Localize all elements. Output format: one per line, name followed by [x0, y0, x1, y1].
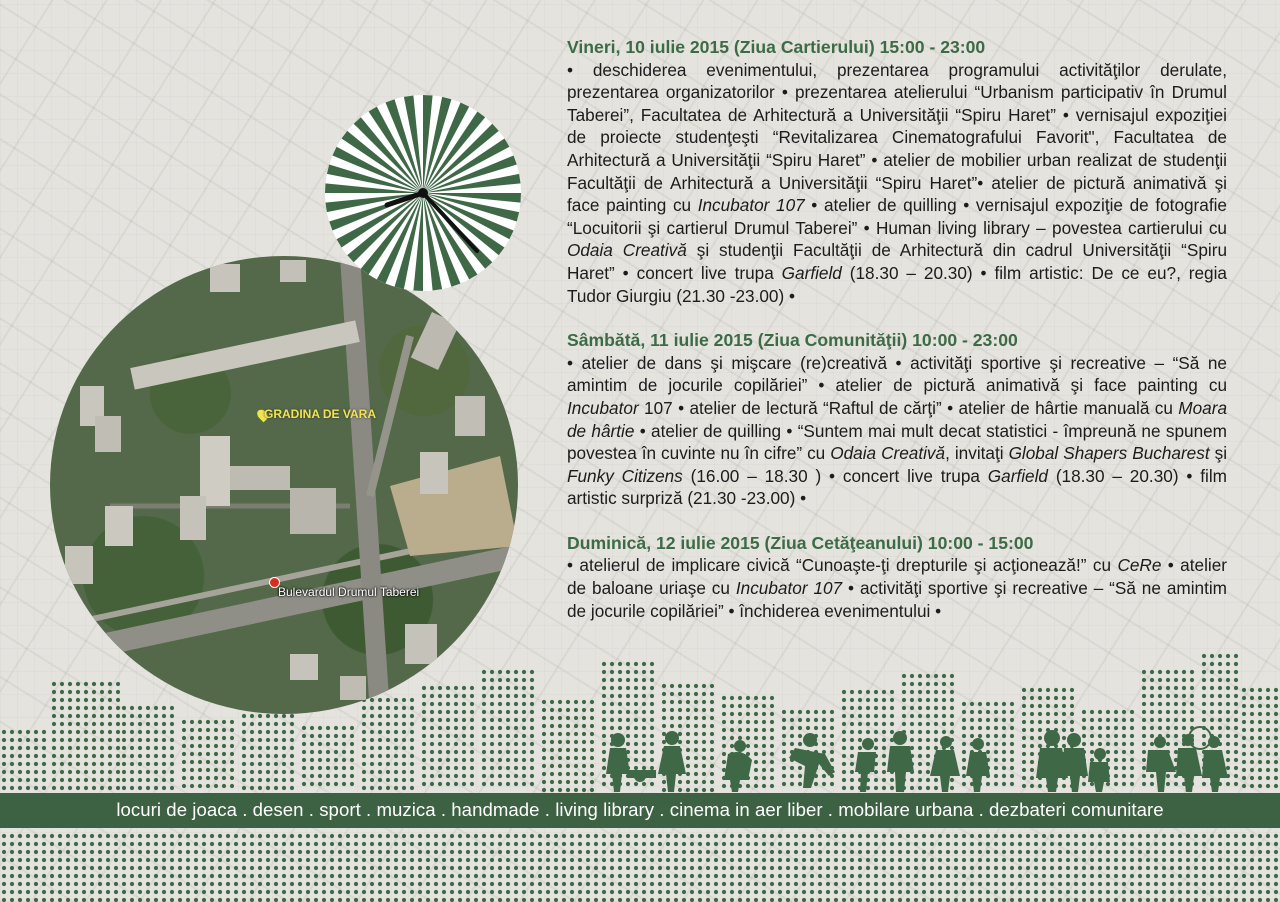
day-date: Duminică, 12 iulie 2015 (Ziua Cetăţeanului) [567, 532, 923, 553]
children-silhouettes [600, 726, 1240, 794]
activity-emphasis: Garfield [987, 465, 1048, 486]
day-hours: 10:00 - 15:00 [927, 532, 1034, 553]
day-activities [567, 554, 1227, 622]
activity-text: • atelierul de implicare civică “Cunoaşte-ţi drepturile şi acţionează!” cu [567, 555, 1118, 576]
activity-text: • deschiderea evenimentului, prezentarea programului activităţilor derulate, prezentarea organizatorilor • prezentarea atelierului “Urbanism participativ în Drumul Taberei”, Facultatea de Arhitectură a Universităţii “Spiru Haret” • vernisajul expoziţiei de proiecte studenţeşti “Revitalizarea Cinematografului Favorit", Facultatea de Arhitectură a Universităţii “Spiru Haret” • atelier de mobilier urban realizat de studenţii Facultăţii de Arhitectură a Universităţii “Spiru Haret”• atelier de pictură animativă şi face painting cu [567, 59, 1227, 216]
activity-text: • atelier de quilling • “Suntem mai mult decat statistici - împreună ne spunem povestea în cuvinte nu în cifre” cu [567, 420, 1228, 464]
activity-text: şi [1209, 443, 1228, 464]
day-activities [567, 352, 1227, 510]
day-sunday [567, 532, 1227, 622]
activity-text: (18.30 – 20.30) • film artistic surpriză (21.30 -23.00) • [567, 465, 1227, 509]
activity-text: • atelier de dans şi mişcare (re)creativă • activităţi sportive şi recreative – “Să ne amintim de jocurile copilăriei” • atelier de pictură animativă şi face painting cu [567, 352, 1227, 396]
day-hours: 10:00 - 23:00 [912, 330, 1018, 351]
day-saturday [567, 329, 1227, 510]
satellite-map [50, 256, 518, 714]
activity-emphasis: Incubator [567, 397, 639, 418]
day-heading [567, 36, 1227, 59]
activity-emphasis: Odaia Creativă [830, 443, 946, 464]
activity-emphasis: Incubator 107 [735, 578, 843, 599]
place-label: GRADINA DE VARA [264, 407, 377, 421]
day-date: Vineri, 10 iulie 2015 (Ziua Cartierului) [567, 37, 875, 57]
activity-text: • atelier de quilling • vernisajul expoziţie de fotografie “Locuitorii şi cartierul Drumul Taberei” • Human living library – povestea cartierului cu [567, 195, 1227, 238]
activity-text: • atelier de baloane uriaşe cu [567, 555, 1227, 599]
activity-text: şi studenţii Facultăţii de Arhitectură din cadrul Universităţii “Spiru Haret” • concert live trupa [567, 240, 1227, 283]
footer-band [0, 793, 1280, 828]
activity-emphasis: Incubator 107 [697, 195, 805, 216]
day-heading [567, 532, 1227, 555]
activity-emphasis: Garfield [781, 262, 842, 283]
activity-emphasis: Global Shapers Bucharest [1008, 443, 1210, 464]
activity-emphasis: Funky Citizens [567, 465, 683, 486]
schedule [567, 36, 1227, 644]
street-label: Bulevardul Drumul Taberei [278, 585, 420, 599]
activity-text: (18.30 – 20.30) • film artistic: De ce eu?, regia Tudor Giurgiu (21.30 -23.00) • [567, 262, 1227, 306]
day-heading [567, 329, 1227, 352]
day-date: Sâmbătă, 11 iulie 2015 (Ziua Comunităţii) [567, 330, 908, 351]
activity-text: • activităţi sportive şi recreative – “Să ne amintim de jocurile copilăriei” • închiderea evenimentului • [567, 578, 1227, 621]
activity-emphasis: CeRe [1117, 555, 1162, 576]
clock-icon [324, 94, 522, 292]
activity-text: 107 • atelier de lectură “Raftul de cărţi” • atelier de hârtie manuală cu [638, 397, 1179, 418]
day-friday [567, 36, 1227, 307]
footer-tagline: locuri de joaca . desen . sport . muzica . handmade . living library . cinema in aer liber . mobilare urbana . dezbateri comunitare [116, 799, 1164, 820]
activity-emphasis: Moara de hârtie [567, 397, 1227, 441]
day-activities [567, 59, 1227, 308]
activity-emphasis: Odaia Creativă [567, 240, 687, 261]
activity-text: , invitaţi [945, 443, 1009, 464]
day-hours: 15:00 - 23:00 [879, 37, 986, 57]
activity-text: (16.00 – 18.30 ) • concert live trupa [682, 465, 988, 486]
